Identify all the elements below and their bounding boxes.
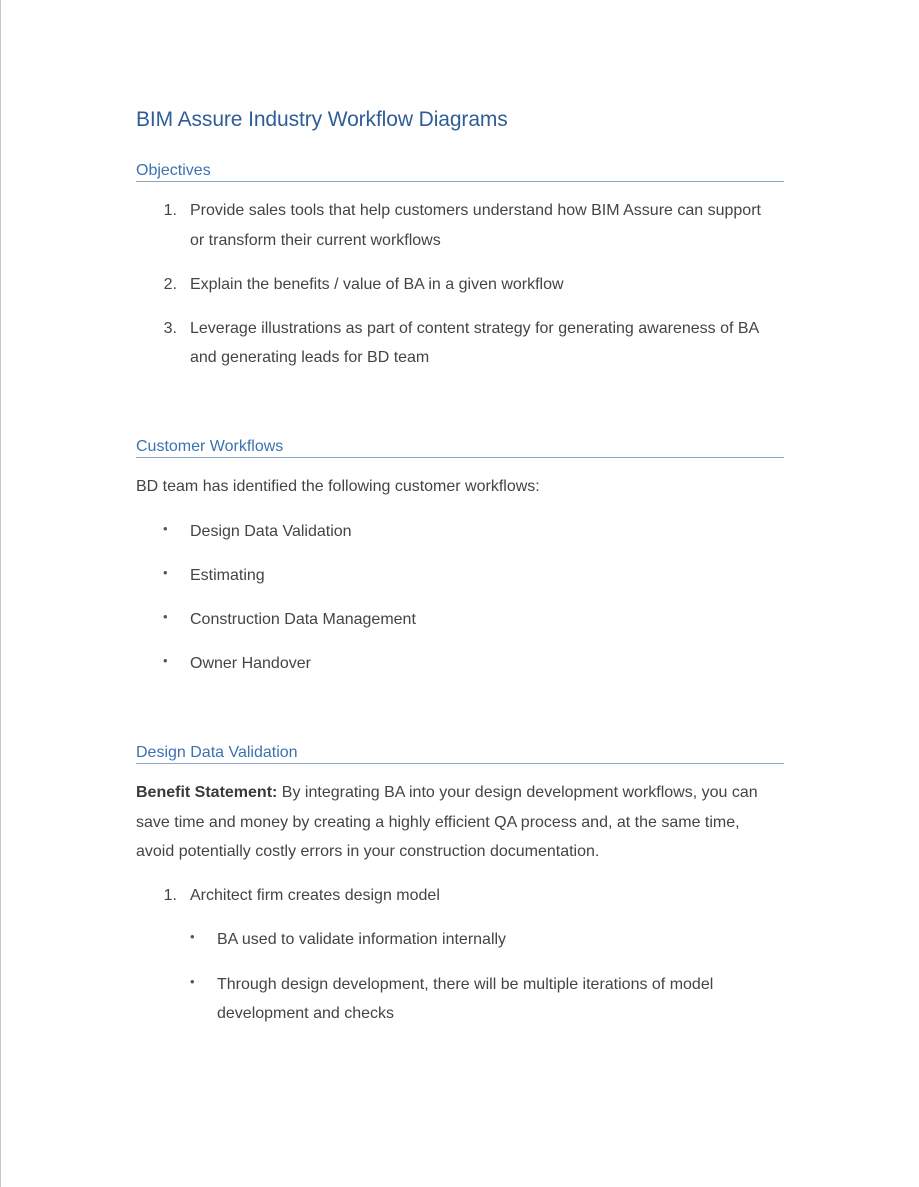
objective-1-line-2: or transform their current workflows [190,232,441,249]
bullet-icon: • [190,974,195,989]
objective-2-line-1: Explain the benefits / value of BA in a given workflow [190,276,564,293]
objective-2-number: 2. [163,276,177,293]
objective-1-line-1: Provide sales tools that help customers understand how BIM Assure can support [190,202,761,219]
benefit-statement-line-3: avoid potentially costly errors in your construction documentation. [136,843,600,860]
objective-3-line-2: and generating leads for BD team [190,349,430,366]
document-title: BIM Assure Industry Workflow Diagrams [136,108,508,131]
objective-1-number: 1. [163,202,177,219]
page-edge [0,0,1,1187]
workflow-item-owner-handover: Owner Handover [190,655,311,672]
objective-3-number: 3. [163,320,177,337]
step-1-sub-2-line-1: Through design development, there will be multiple iterations of model [217,976,714,993]
bullet-icon: • [163,521,168,536]
customer-workflows-intro: BD team has identified the following customer workflows: [136,478,540,495]
objectives-heading: Objectives [136,161,784,182]
objective-3-line-1: Leverage illustrations as part of content strategy for generating awareness of BA [190,320,760,337]
benefit-statement-label: Benefit Statement: [136,784,278,801]
benefit-statement-line-2: save time and money by creating a highly efficient QA process and, at the same time, [136,814,740,831]
bullet-icon: • [190,929,195,944]
step-1-number: 1. [163,887,177,904]
step-1-sub-1: BA used to validate information internally [217,931,507,948]
workflow-item-estimating: Estimating [190,567,265,584]
design-data-validation-heading: Design Data Validation [136,743,784,764]
step-1-sub-2-line-2: development and checks [217,1005,394,1022]
bullet-icon: • [163,609,168,624]
benefit-statement-line-1 [136,778,784,808]
workflow-item-construction-data-management: Construction Data Management [190,611,416,628]
bullet-icon: • [163,565,168,580]
bullet-icon: • [163,653,168,668]
benefit-statement-text: By integrating BA into your design development workflows, you can [277,784,758,801]
customer-workflows-heading: Customer Workflows [136,437,784,458]
step-1-text: Architect firm creates design model [190,887,440,904]
workflow-item-design-data-validation: Design Data Validation [190,523,352,540]
